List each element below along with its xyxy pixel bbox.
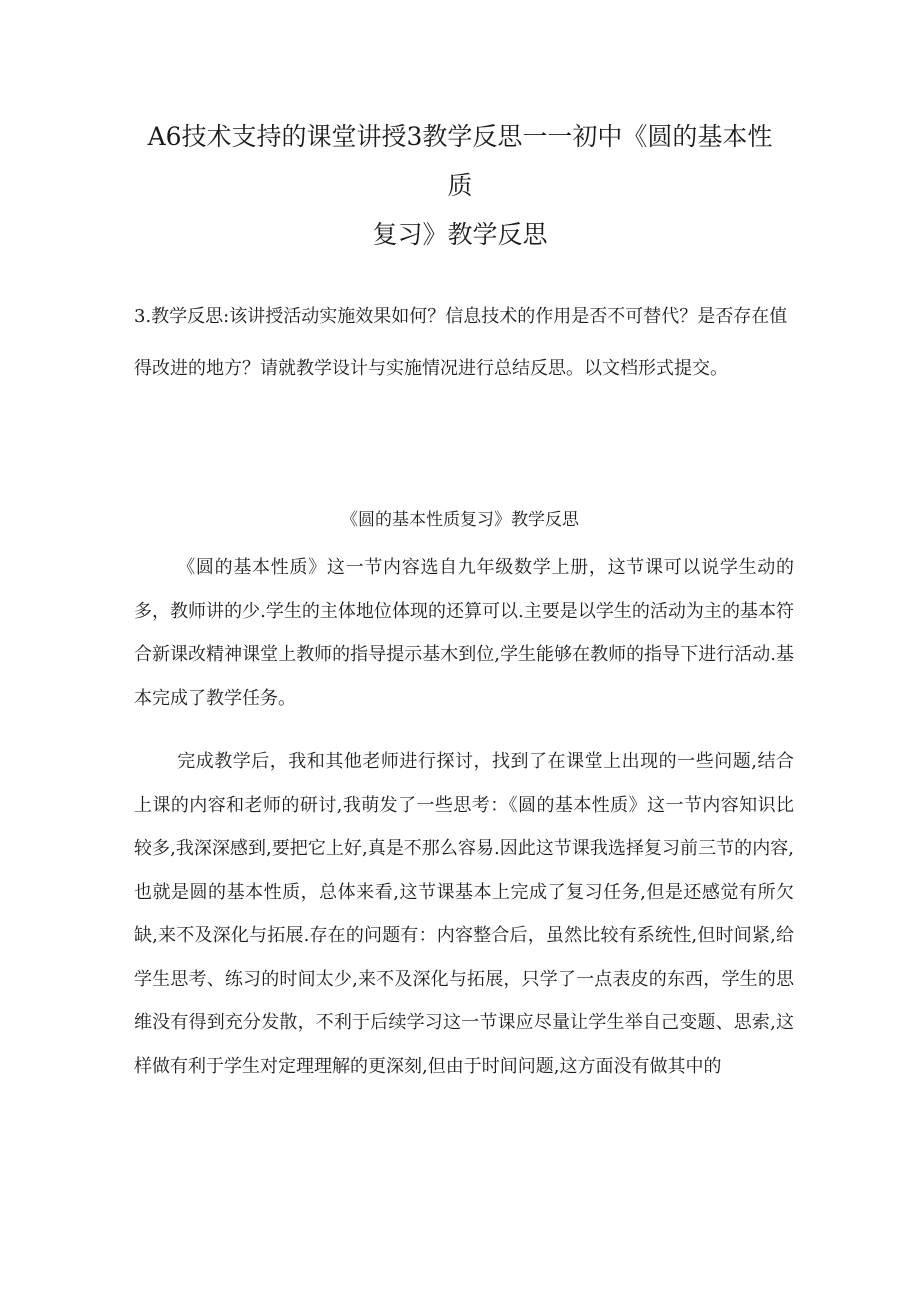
title-line-1: A6技术支持的课堂讲授3教学反思一一初中《圆的基本性 bbox=[147, 122, 773, 151]
title-line-3: 复习》教学反思 bbox=[372, 220, 548, 249]
document-title bbox=[110, 112, 810, 259]
body-paragraph-1: 《圆的基本性质》这一节内容选自九年级数学上册，这节课可以说学生动的多，教师讲的少.学生的主体地位体现的还算可以.主要是以学生的活动为主的基本符合新课改精神课堂上教师的指导提示基木到位,学生能够在教师的指导下进行活动.基本完成了教学任务。 bbox=[134, 557, 794, 709]
body-paragraph-2: 完成教学后，我和其他老师进行探讨，找到了在课堂上出现的一些问题,结合上课的内容和老师的研讨,我萌发了一些思考：《圆的基本性质》这一节内容知识比较多,我深深感到,要把它上好,真是不那么容易.因此这节课我选择复习前三节的内容,也就是圆的基本性质，总体来看,这节课基本上完成了复习任务,但是还感觉有所欠缺,来不及深化与拓展.存在的问题有：内容整合后，虽然比较有系统性,但时间紧,给学生思考、练习的时间太少,来不及深化与拓展，只学了一点表皮的东西，学生的思维没有得到充分发散，不利于后续学习这一节课应尽量让学生举自己变题、思索,这样做有利于学生对定理理解的更深刻,但由于时间问题,这方面没有做其中的 bbox=[134, 751, 794, 1077]
section-title: 《圆的基本性质复习》教学反思 bbox=[341, 510, 579, 530]
title-line-2: 质 bbox=[447, 171, 473, 200]
task-prompt: 3.教学反思:该讲授活动实施效果如何？信息技术的作用是否不可替代？是否存在值得改进的地方？请就教学设计与实施情况进行总结反思。以文档形式提交。 bbox=[134, 306, 788, 379]
